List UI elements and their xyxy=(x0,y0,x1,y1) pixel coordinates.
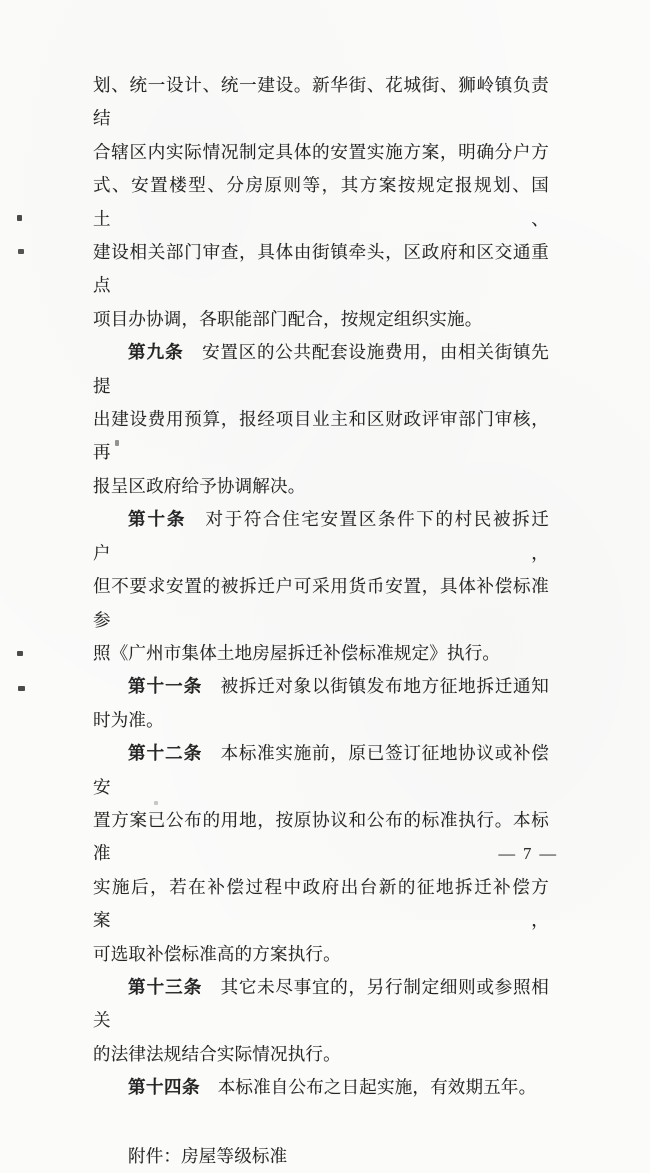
text-line xyxy=(93,303,549,336)
text-segment: 附件：房屋等级标准 xyxy=(128,1145,288,1166)
text-line xyxy=(93,971,549,1038)
text-segment: 其它未尽事宜的，另行制定细则或参照相关 xyxy=(93,976,549,1031)
text-segment: 本标准自公布之日起实施，有效期五年。 xyxy=(200,1077,537,1098)
text-segment: 出建设费用预算，报经项目业主和区财政评审部门审核，再 xyxy=(93,409,549,463)
text-segment: 被拆迁对象以街镇发布地方征地拆迁通知 xyxy=(202,676,549,697)
text-line xyxy=(93,136,549,169)
text-segment: 对于符合住宅安置区条件下的村民被拆迁户， xyxy=(93,509,549,563)
text-segment: 本标准实施前，原已签订征地协议或补偿安 xyxy=(93,743,549,797)
text-segment: 可选取补偿标准高的方案执行。 xyxy=(93,943,341,964)
text-line xyxy=(93,69,549,136)
article-heading: 第十一条 xyxy=(128,676,203,697)
text-segment: 照《广州市集体土地房屋拆迁补偿标准规定》执行。 xyxy=(93,642,501,663)
text-line xyxy=(93,1140,549,1173)
text-line xyxy=(93,570,549,637)
text-line xyxy=(93,637,549,670)
article-heading: 第十条 xyxy=(128,509,187,530)
text-line xyxy=(93,336,549,403)
text-line xyxy=(93,804,549,871)
article-heading: 第九条 xyxy=(128,342,184,363)
text-segment: 项目办协调，各职能部门配合，按规定组织实施。 xyxy=(93,308,483,329)
text-line xyxy=(93,1038,549,1071)
text-line xyxy=(93,236,549,303)
article-heading: 第十三条 xyxy=(128,976,203,997)
text-segment: 实施后，若在补偿过程中政府出台新的征地拆迁补偿方案， xyxy=(93,876,549,931)
text-segment: 时为准。 xyxy=(93,709,164,730)
text-line xyxy=(93,704,549,737)
text-line xyxy=(93,1071,549,1104)
scan-speck xyxy=(18,686,25,691)
scan-speck xyxy=(17,215,22,221)
document-lines xyxy=(93,69,549,1173)
article-heading: 第十四条 xyxy=(128,1077,200,1098)
text-segment: 合辖区内实际情况制定具体的安置实施方案，明确分户方 xyxy=(93,141,549,162)
text-line xyxy=(93,938,549,971)
text-segment: 建设相关部门审查，具体由街镇牵头，区政府和区交通重点 xyxy=(93,242,549,296)
text-segment: 的法律法规结合实际情况执行。 xyxy=(93,1043,341,1064)
scan-speck xyxy=(17,651,23,656)
text-line xyxy=(93,737,549,804)
text-segment: 报呈区政府给予协调解决。 xyxy=(93,475,306,496)
text-line xyxy=(93,403,549,470)
text-segment: 划、统一设计、统一建设。新华街、花城街、狮岭镇负责结 xyxy=(93,75,549,129)
text-segment: 安置区的公共配套设施费用，由相关街镇先提 xyxy=(93,342,550,396)
scan-speck xyxy=(18,249,24,254)
text-segment: 式、安置楼型、分房原则等，其方案按规定报规划、国土、 xyxy=(93,175,549,229)
text-line xyxy=(93,871,549,938)
text-line xyxy=(93,169,549,236)
text-segment: 但不要求安置的被拆迁户可采用货币安置，具体补偿标准参 xyxy=(93,576,549,630)
text-line xyxy=(93,503,549,570)
text-line xyxy=(93,670,549,703)
page-number: — 7 — xyxy=(498,844,558,863)
scan-speck xyxy=(154,801,158,805)
text-segment: 置方案已公布的用地，按原协议和公布的标准执行。本标准 xyxy=(93,809,549,864)
scan-speck xyxy=(115,440,119,446)
text-line xyxy=(93,470,549,503)
article-heading: 第十二条 xyxy=(128,743,203,764)
